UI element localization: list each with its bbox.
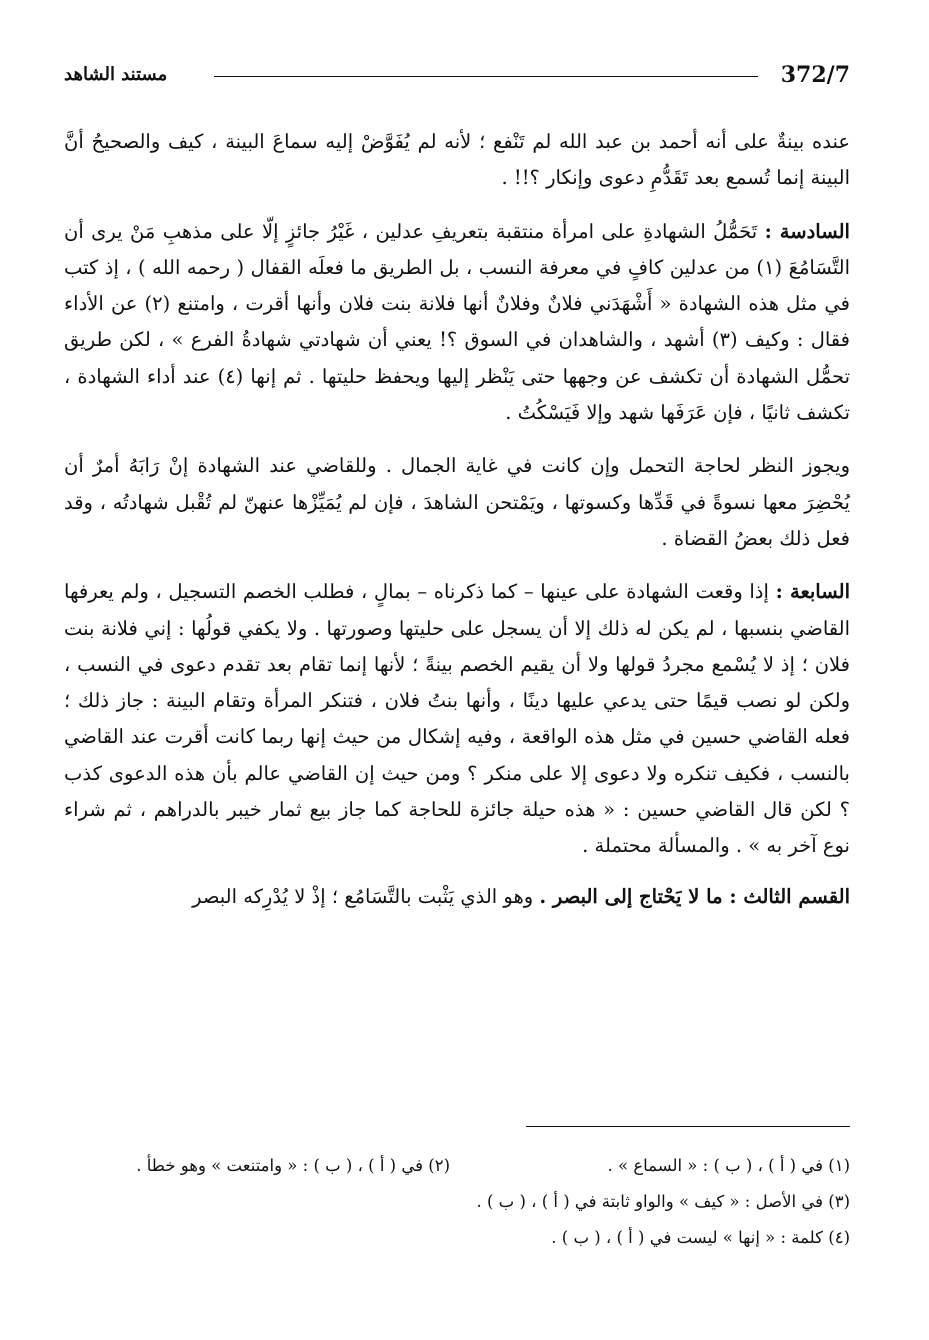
section-heading: السابعة : bbox=[775, 580, 850, 604]
section-heading: القسم الثالث : ما لا يَحْتاج إلى البصر . bbox=[539, 884, 850, 908]
footnote: (٣) في الأصل : « كيف » والواو ثابتة في ( أ ) ، ( ب ) . bbox=[476, 1192, 850, 1211]
main-text bbox=[64, 124, 850, 932]
running-head bbox=[64, 60, 850, 94]
footnote-rule bbox=[526, 1126, 850, 1127]
paragraph-text: تَحَمُّلُ الشهادةِ على امرأة منتقبة بتعريفِ عدلين ، غَيْرُ جائزٍ إلّا على مذهبِ مَنْ يرى أن التَّسَامُعَ (١) من عدلين كافٍ في معرفة النسب ، بل الطريق ما فعلَه القفال ( رحمه الله ) ، إذ كتب في مثل هذه الشهادة « أَشْهَدَني فلانٌ وفلانٌ أنها فلانة بنت فلان وأنها أقرت ، وامتنع (٢) عن الأداء فقال : وكيف (٣) أشهد ، والشاهدان في السوق ؟! يعني أن شهادتي شهادةُ الفرع » ، لكن طريق تحمُّل الشهادة أن تكشف عن وجهها حتى يَنْظر إليها ويحفظ حليتها . ثم إنها (٤) عند أداء الشهادة ، تكشف ثانيًا ، فإن عَرَفَها شهد وإلا فَيَسْكُتُ . bbox=[64, 219, 850, 425]
paragraph bbox=[64, 124, 850, 197]
section-heading: السادسة : bbox=[764, 219, 850, 243]
header-rule bbox=[214, 76, 758, 77]
book-title: مستند الشاهد bbox=[64, 64, 168, 85]
page-number: 372/7 bbox=[780, 62, 850, 88]
footnote-row bbox=[80, 1184, 850, 1220]
footnote-row bbox=[80, 1220, 850, 1256]
footnote: (٢) في ( أ ) ، ( ب ) : « وامتنعت » وهو خطأ . bbox=[136, 1156, 450, 1175]
paragraph-text: وهو الذي يَثْبت بالتَّسَامُع ؛ إذْ لا يُدْرِكه البصر bbox=[192, 884, 540, 908]
paragraph-text: ويجوز النظر لحاجة التحمل وإن كانت في غاية الجمال . وللقاضي عند الشهادة إنْ رَابَهُ أمرٌ أن يُحْضِرَ معها نسوةً في قَدِّها وكسوتها ، ويَمْتحن الشاهدَ ، فإن لم يُمَيِّزْها عنهنّ لم تُقْبل شهادتُه ، وقد فعل ذلك بعضُ القضاة . bbox=[64, 454, 850, 550]
footnotes bbox=[80, 1148, 850, 1256]
paragraph-text: عنده بينةٌ على أنه أحمد بن عبد الله لم تَنْفع ؛ لأنه لم يُفَوَّضْ إليه سماعَ البينة ، كيف والصحيحُ أنَّ البينة إنما تُسمع بعد تَقَدُّمِ دعوى وإنكار ؟!! . bbox=[64, 130, 850, 190]
paragraph bbox=[64, 448, 850, 557]
paragraph bbox=[64, 574, 850, 864]
footnote-row bbox=[80, 1148, 850, 1184]
footnote: (٤) كلمة : « إنها » ليست في ( أ ) ، ( ب ) . bbox=[551, 1228, 850, 1247]
paragraph bbox=[64, 214, 850, 432]
paragraph bbox=[64, 879, 850, 915]
paragraph-text: إذا وقعت الشهادة على عينها – كما ذكرناه – بمالٍ ، فطلب الخصم التسجيل ، ولم يعرفها القاضي بنسبها ، لم يكن له ذلك إلا أن يسجل على حليتها وصورتها . ولا يكفي قولُها : إني فلانة بنت فلان ؛ إذ لا يُسْمع مجردُ قولها ولا أن يقيم الخصم بينةً ؛ لأنها إنما تقام بعد تقدم دعوى في النسب ، ولكن لو نصب قيمًا حتى يدعي عليها دينًا ، وأنها بنتُ فلان ، فتنكر المرأة وتقام البينة : جاز ذلك ؛ فعله القاضي حسين في مثل هذه الواقعة ، وفيه إشكال من حيث إنها ربما كانت أقرت عند القاضي بالنسب ، فكيف تنكره ولا دعوى إلا على منكر ؟ ومن حيث إن القاضي عالم بأن هذه الدعوى كذب ؟ لكن قال القاضي حسين : « هذه حيلة جائزة للحاجة كما جاز بيع ثمار خيبر بالدراهم ، ثم شراء نوع آخر به » . والمسألة محتملة . bbox=[64, 580, 850, 858]
footnote: (١) في ( أ ) ، ( ب ) : « السماع » . bbox=[607, 1156, 850, 1175]
